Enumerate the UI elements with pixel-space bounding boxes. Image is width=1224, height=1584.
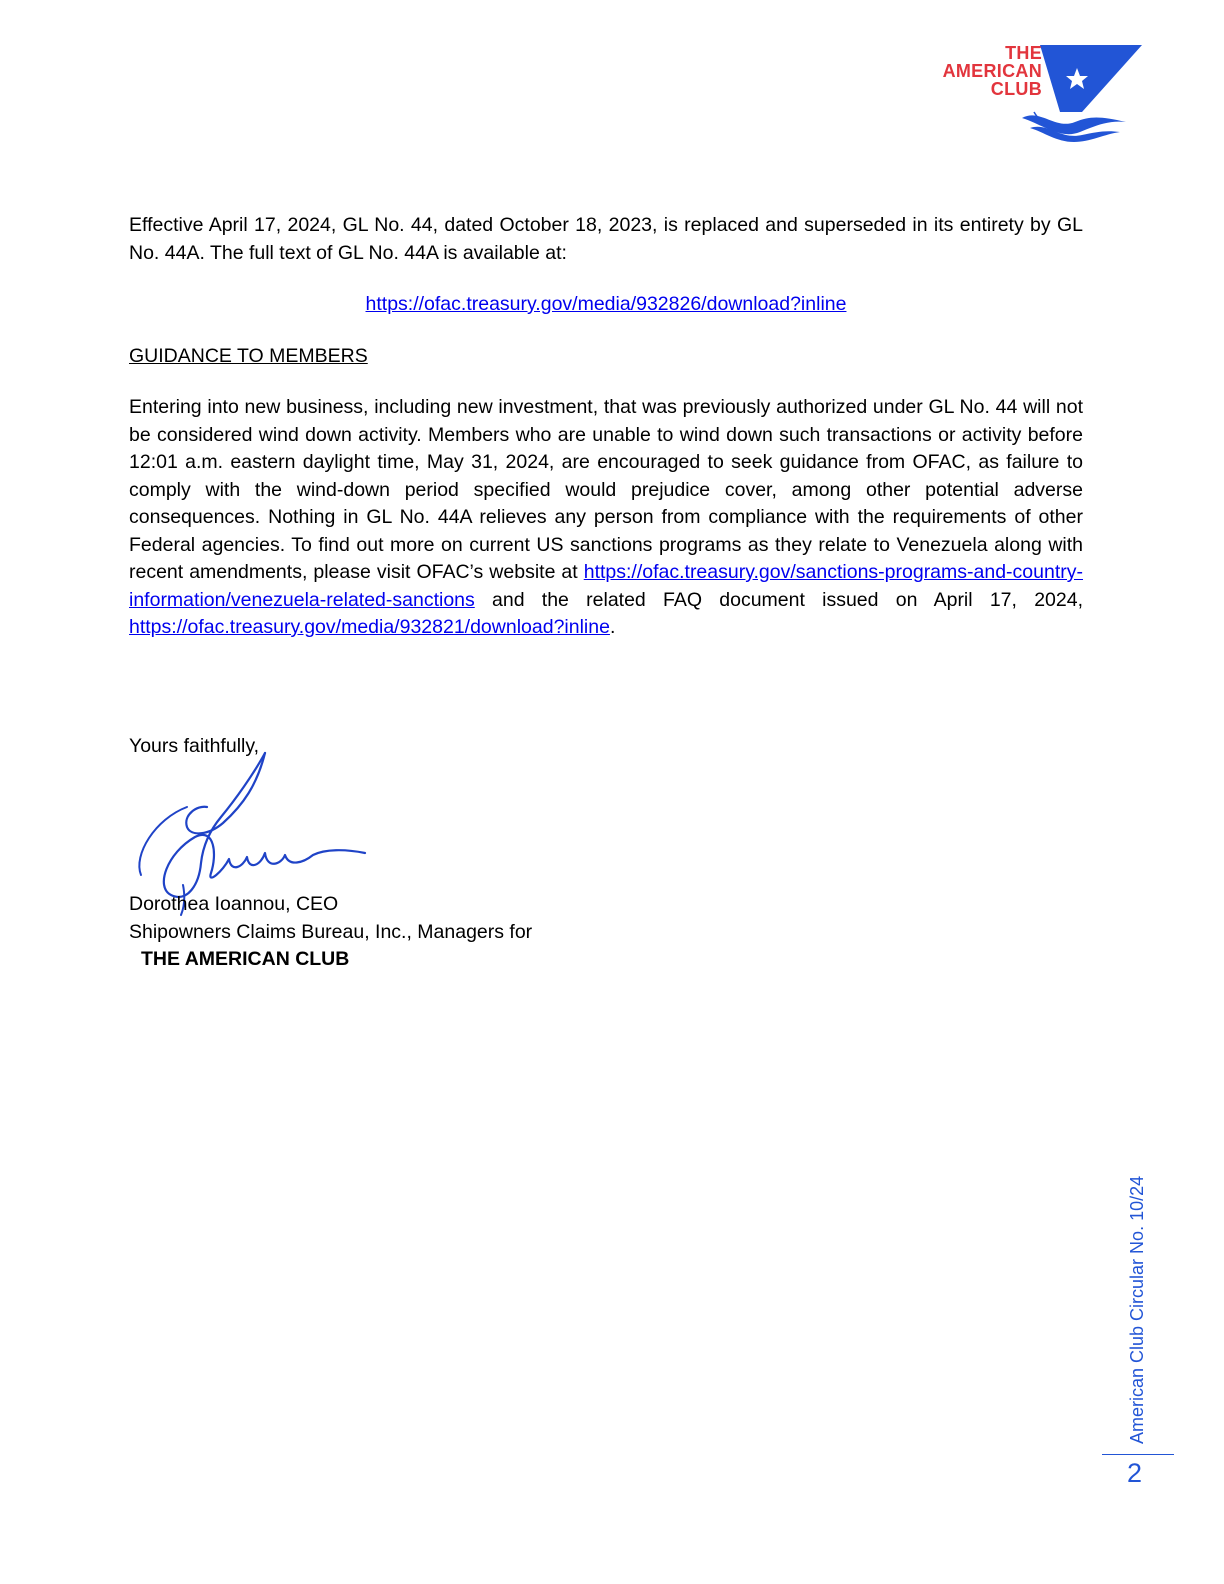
- logo-wordmark: [943, 44, 1042, 98]
- guidance-heading: GUIDANCE TO MEMBERS: [129, 344, 368, 367]
- closing-salutation: Yours faithfully,: [129, 735, 260, 757]
- logo-line-club: CLUB: [990, 79, 1042, 99]
- logo-line-american: AMERICAN: [942, 61, 1042, 81]
- sanctions-program-link[interactable]: https://ofac.treasury.gov/sanctions-programs-and-country-information/venezuela-related-sanctions: [129, 561, 1083, 611]
- gl44a-link-line: [129, 291, 1083, 319]
- letter-body: [129, 212, 1083, 642]
- intro-paragraph: Effective April 17, 2024, GL No. 44, dated October 18, 2023, is replaced and superseded in its entirety by GL No. 44A. The full text of GL No. 44A is available at:: [129, 214, 1083, 264]
- page-number: 2: [1127, 1458, 1143, 1488]
- american-club-logo: [930, 42, 1146, 142]
- club-name: THE AMERICAN CLUB: [141, 948, 350, 970]
- guidance-paragraph: [129, 394, 1083, 642]
- signatory-name: Dorothea Ioannou, CEO: [129, 893, 339, 915]
- guidance-text-end: .: [609, 616, 616, 638]
- signatory-organization: Shipowners Claims Bureau, Inc., Managers for: [129, 920, 533, 943]
- footer-divider: [1102, 1454, 1174, 1455]
- logo-line-the: THE: [1005, 43, 1042, 63]
- circular-number-label: American Club Circular No. 10/24: [1127, 1175, 1147, 1444]
- faq-download-link[interactable]: https://ofac.treasury.gov/media/932821/download?inline: [129, 616, 610, 638]
- gl44a-download-link[interactable]: https://ofac.treasury.gov/media/932826/download?inline: [365, 293, 847, 315]
- guidance-text-mid: and the related FAQ document issued on April 17, 2024,: [474, 588, 1083, 611]
- signature-block: [129, 891, 532, 974]
- guidance-text: Entering into new business, including new investment, that was previously authorized under GL No. 44 will not be considered wind down activity. Members who are unable to wind down such transactions or activity before 12:01 a.m. eastern daylight time, May 31, 2024, are encouraged to seek guidance from OFAC, as failure to comply with the wind-down period specified would prejudice cover, among other potential adverse consequences. Nothing in GL No. 44A relieves any person from compliance with the requirements of other Federal agencies. To find out more on current US sanctions programs as they relate to Venezuela along with recent amendments, please visit OFAC’s website at: [129, 396, 1083, 583]
